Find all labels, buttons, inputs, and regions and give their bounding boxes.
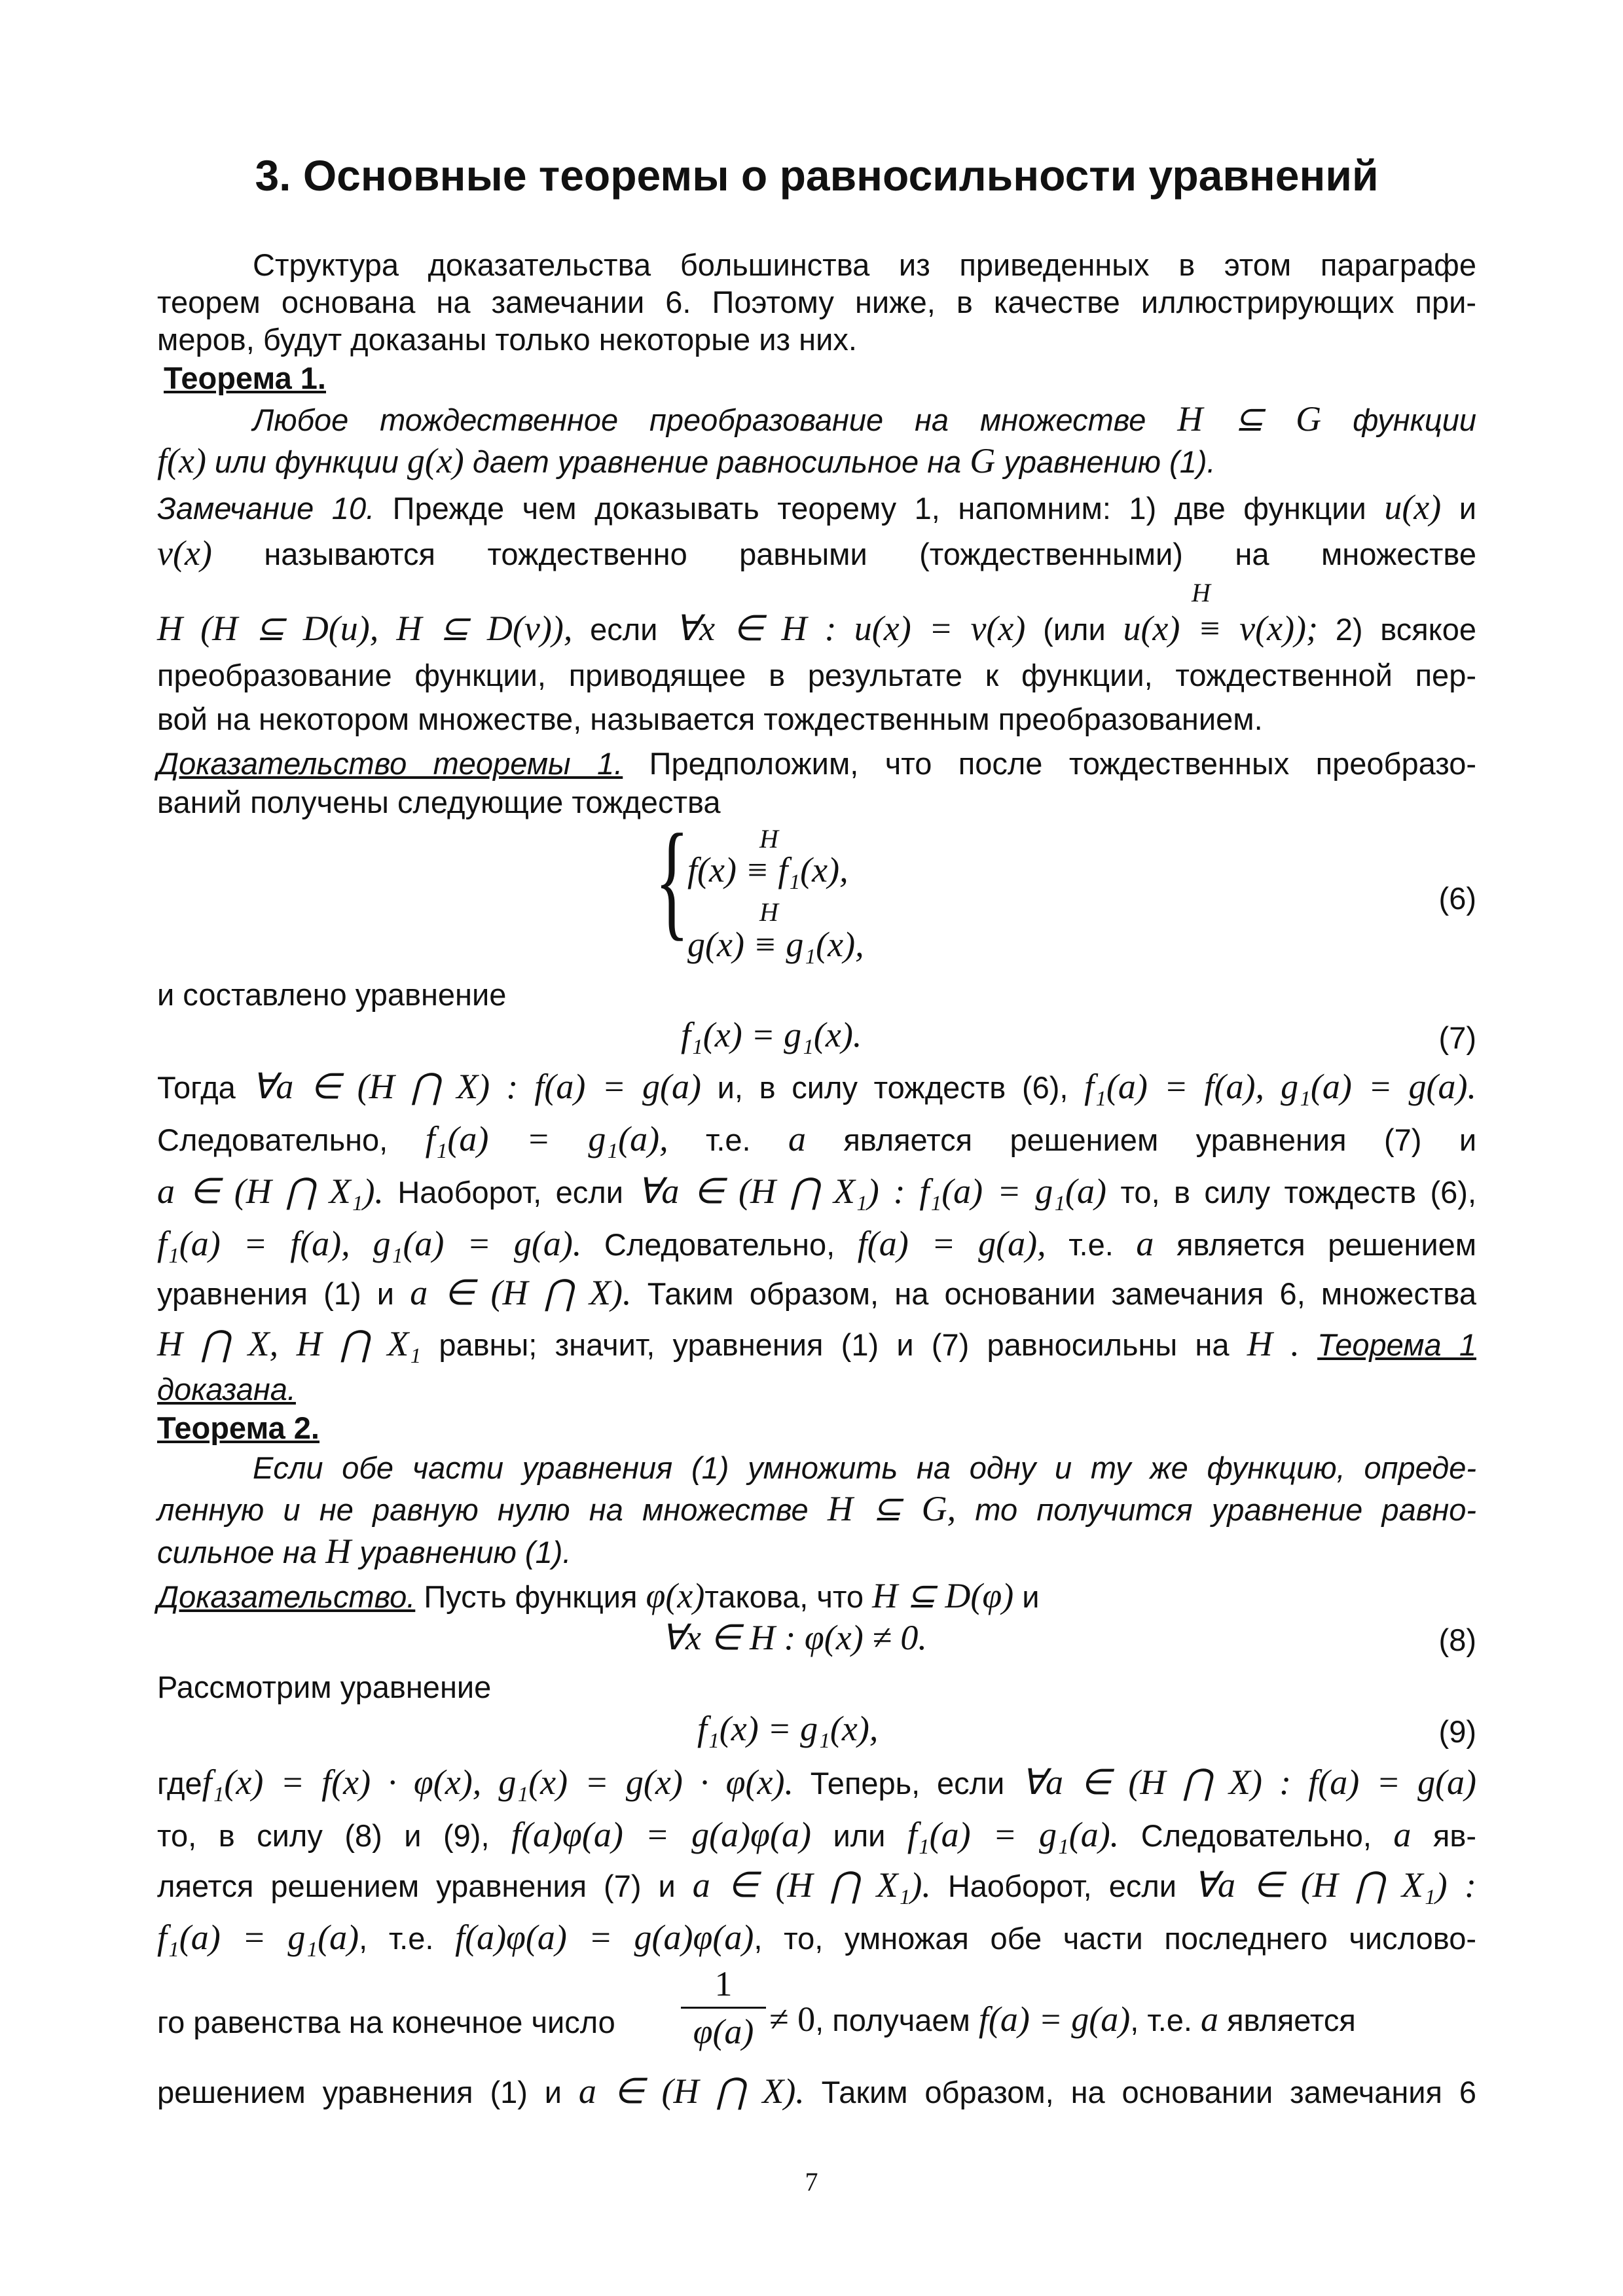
last-text: решением уравнения (1) и bbox=[157, 2075, 562, 2109]
by-math2: f₁(a) = g₁(a). bbox=[907, 1815, 1120, 1854]
theorem-1-math-g: g(x) bbox=[407, 441, 464, 480]
proof-2-math-dom: H ⊆ D(φ) bbox=[872, 1576, 1014, 1615]
cons-math: f₁(a) = g₁(a), bbox=[425, 1119, 668, 1158]
equation-number-6: (6) bbox=[1438, 881, 1476, 916]
fraction-denominator: φ(a) bbox=[693, 2012, 754, 2051]
system-over-h-2: H bbox=[759, 897, 778, 927]
remark-10-word: тождественно bbox=[487, 537, 687, 571]
intro-line-1: Структура доказательства большинства из приведенных в этом параграфе bbox=[253, 247, 1476, 282]
system-eq-2: g(x) ≡ g₁(x), bbox=[687, 925, 864, 964]
remark-10-math-forall: ∀x ∈ H : u(x) = v(x) bbox=[675, 609, 1026, 648]
theorem-2-line-3 bbox=[157, 1532, 1476, 1572]
proof-2-frac-text: го равенства на конечное число bbox=[157, 2005, 615, 2039]
remark-10-line-5: вой на некотором множестве, называется тождественным преобразованием. bbox=[157, 702, 1263, 736]
remark-10-word: равными bbox=[739, 537, 867, 571]
conv-math-a: a ∈ (H ⋂ X₁). bbox=[157, 1172, 384, 1211]
theorem-1-line-1 bbox=[253, 399, 1476, 440]
frac-math: f(a) = g(a) bbox=[978, 2000, 1131, 2039]
remark-10-if: если bbox=[590, 612, 658, 647]
cons-is: является bbox=[843, 1122, 973, 1157]
mult-ie: , т.е. bbox=[359, 1921, 434, 1956]
theorem-2-tail: то получится уравнение равно- bbox=[975, 1492, 1477, 1527]
system-over-h-1: H bbox=[759, 824, 778, 853]
cons-a: a bbox=[788, 1119, 806, 1158]
frac-get: , получаем bbox=[815, 2003, 970, 2037]
cons-eq: уравнения bbox=[1195, 1122, 1347, 1157]
equation-number-8: (8) bbox=[1438, 1623, 1476, 1657]
remark-10-word: (тождественными) bbox=[919, 537, 1183, 571]
fraction-bar bbox=[681, 2007, 766, 2009]
conv-tail: то, в силу тождеств (6), bbox=[1120, 1175, 1476, 1210]
theorem-1-text-b: функции bbox=[1353, 403, 1477, 437]
cons-ie: т.е. bbox=[706, 1122, 751, 1157]
proof-2-consider: Рассмотрим уравнение bbox=[157, 1670, 492, 1704]
proof-2-math-phi: φ(x) bbox=[646, 1576, 705, 1615]
fraction-numerator: 1 bbox=[714, 1964, 733, 2003]
by-tail: яв- bbox=[1432, 1818, 1476, 1853]
proof-1-line-f bbox=[157, 1224, 1476, 1265]
proof-1-line-cons bbox=[157, 1119, 1476, 1160]
system-eq-1: f(x) ≡ f₁(x), bbox=[687, 850, 848, 889]
mult-tail: , то, умножая обе части последнего числово- bbox=[754, 1921, 1476, 1956]
mult-math: f₁(a) = g₁(a) bbox=[157, 1918, 359, 1957]
mult-math2: f(a)φ(a) = g(a)φ(a) bbox=[455, 1918, 754, 1957]
proof-1-line-conv bbox=[157, 1172, 1476, 1212]
proof-1-line-2: ваний получены следующие тождества bbox=[157, 785, 721, 819]
proof-2-text-1: Пусть функция bbox=[424, 1579, 638, 1614]
is-conv: Наоборот, если bbox=[947, 1869, 1177, 1903]
g-text: уравнения (1) и bbox=[157, 1276, 395, 1311]
proof-2-text-2: такова, что bbox=[704, 1579, 864, 1614]
proof-1-line-then bbox=[157, 1067, 1476, 1107]
proof-1-line-1 bbox=[157, 744, 1476, 783]
proof-2-line-1 bbox=[157, 1576, 1476, 1617]
equation-number-9: (9) bbox=[1438, 1714, 1476, 1749]
theorem-1-text-d: дает уравнение равносильное на bbox=[472, 444, 962, 479]
conv-text: Наоборот, если bbox=[397, 1175, 623, 1210]
by-cons: Следовательно, bbox=[1140, 1818, 1372, 1853]
intro-line-3: меров, будут доказаны только некоторые из них. bbox=[157, 322, 857, 357]
frac-a: a bbox=[1201, 2000, 1219, 2039]
remark-10-text-1: Прежде чем доказывать теорему 1, напомним: 1) две функции bbox=[392, 491, 1366, 526]
by-math: f(a)φ(a) = g(a)φ(a) bbox=[511, 1815, 811, 1854]
f-ie: т.е. bbox=[1068, 1227, 1114, 1262]
frac-ie: , т.е. bbox=[1130, 2003, 1192, 2037]
h-end: Теорема 1 bbox=[1317, 1327, 1476, 1362]
theorem-1-math-a: H ⊆ G bbox=[1177, 399, 1322, 439]
remark-10-or: (или bbox=[1043, 612, 1106, 647]
theorem-2-line-1: Если обе части уравнения (1) умножить на одну и ту же функцию, опреде- bbox=[253, 1450, 1476, 1485]
remark-10-and: и bbox=[1459, 491, 1477, 526]
theorem-2-text-3: сильное на bbox=[157, 1535, 318, 1570]
h-math: H ⋂ X, H ⋂ X₁ bbox=[157, 1324, 422, 1363]
proof-1-line-g bbox=[157, 1273, 1476, 1314]
by-text: то, в силу (8) и (9), bbox=[157, 1818, 490, 1853]
theorem-2-tail-3: уравнению (1). bbox=[359, 1535, 572, 1570]
where-word: где bbox=[157, 1766, 202, 1801]
theorem-1-text-e: уравнению (1). bbox=[1004, 444, 1216, 479]
theorem-1-math-G: G bbox=[970, 441, 996, 480]
remark-10-math-v: v(x) bbox=[157, 533, 212, 573]
theorem-2-math-h: H bbox=[325, 1532, 352, 1571]
section-title: 3. Основные теоремы о равносильности уравнений bbox=[255, 151, 1379, 200]
proof-2-frac-rest bbox=[769, 2000, 1476, 2040]
equation-number-7: (7) bbox=[1438, 1020, 1476, 1055]
theorem-1-text-a: Любое тождественное преобразование на множестве bbox=[253, 403, 1146, 437]
then-math-a: ∀a ∈ (H ⋂ X) : f(a) = g(a) bbox=[251, 1067, 701, 1106]
f-tail: является решением bbox=[1176, 1227, 1477, 1262]
equation-9: f₁(x) = g₁(x), bbox=[697, 1709, 879, 1748]
frac-is: является bbox=[1227, 2003, 1356, 2037]
f-math2: f(a) = g(a), bbox=[857, 1224, 1046, 1263]
equation-7: f₁(x) = g₁(x). bbox=[681, 1015, 862, 1054]
remark-10-math-h: H (H ⊆ D(u), H ⊆ D(v)), bbox=[157, 609, 573, 648]
page-number: 7 bbox=[805, 2167, 818, 2197]
remark-10-line-4: преобразование функции, приводящее в результате к функции, тождественной пер- bbox=[157, 658, 1476, 692]
where-text: Теперь, если bbox=[810, 1766, 1005, 1801]
theorem-1-heading: Теорема 1. bbox=[164, 361, 326, 395]
theorem-1-math-f: f(x) bbox=[157, 441, 206, 480]
conv-math-b: ∀a ∈ (H ⋂ X₁) : f₁(a) = g₁(a) bbox=[637, 1172, 1107, 1211]
then-text: и, в силу тождеств (6), bbox=[717, 1070, 1068, 1105]
by-a: a bbox=[1393, 1815, 1412, 1854]
then-math-b: f₁(a) = f(a), g₁(a) = g(a). bbox=[1084, 1067, 1477, 1106]
proof-2-label: Доказательство. bbox=[157, 1579, 416, 1614]
where-math2: ∀a ∈ (H ⋂ X) : f(a) = g(a) bbox=[1021, 1763, 1477, 1802]
is-math: a ∈ (H ⋂ X₁). bbox=[692, 1865, 931, 1905]
remark-10-word: множестве bbox=[1321, 537, 1477, 571]
remark-10-math-ident: u(x) ≡ v(x)); bbox=[1123, 609, 1319, 648]
fraction bbox=[681, 1964, 766, 2052]
remark-10-tail: 2) всякое bbox=[1335, 612, 1477, 647]
proof-2-line-mult bbox=[157, 1918, 1476, 1958]
theorem-1-line-2 bbox=[157, 441, 1476, 482]
g-math: a ∈ (H ⋂ X). bbox=[410, 1273, 632, 1312]
proof-1-proved: доказана. bbox=[157, 1372, 296, 1407]
frac-ne: ≠ 0 bbox=[769, 2000, 816, 2039]
proof-2-and: и bbox=[1022, 1579, 1040, 1614]
h-math2: H . bbox=[1247, 1324, 1300, 1363]
f-text: Следовательно, bbox=[604, 1227, 835, 1262]
f-a: a bbox=[1136, 1224, 1154, 1263]
last-math: a ∈ (H ⋂ X). bbox=[578, 2072, 805, 2111]
remark-10-label: Замечание 10. bbox=[157, 491, 375, 526]
then-word: Тогда bbox=[157, 1070, 236, 1105]
theorem-2-text: ленную и не равную нулю на множестве bbox=[157, 1492, 809, 1527]
cons-sol: решением bbox=[1010, 1122, 1159, 1157]
theorem-2-line-2 bbox=[157, 1489, 1476, 1530]
theorem-2-math: H ⊆ G, bbox=[827, 1489, 957, 1528]
by-or: или bbox=[833, 1818, 886, 1853]
f-math: f₁(a) = f(a), g₁(a) = g(a). bbox=[157, 1224, 582, 1263]
system-brace: { bbox=[655, 808, 689, 952]
proof-2-line-is bbox=[157, 1865, 1476, 1906]
remark-10-math-u: u(x) bbox=[1384, 488, 1442, 527]
remark-10-word: называются bbox=[264, 537, 435, 571]
is-text: ляется решением уравнения (7) и bbox=[157, 1869, 676, 1903]
h-text: равны; значит, уравнения (1) и (7) равносильны на bbox=[439, 1327, 1230, 1362]
proof-2-line-by bbox=[157, 1815, 1476, 1856]
where-math: f₁(x) = f(x) · φ(x), g₁(x) = g(x) · φ(x). bbox=[202, 1763, 793, 1802]
cons-7: (7) bbox=[1384, 1122, 1422, 1157]
remark-10-line-3 bbox=[157, 609, 1476, 649]
is-math2: ∀a ∈ (H ⋂ X₁) : bbox=[1194, 1865, 1477, 1905]
proof-1-line-h bbox=[157, 1324, 1476, 1365]
equation-8: ∀x ∈ H : φ(x) ≠ 0. bbox=[661, 1618, 927, 1657]
proof-2-line-where bbox=[157, 1763, 1476, 1803]
theorem-2-heading: Теорема 2. bbox=[157, 1410, 319, 1445]
remark-10-over-h: H bbox=[1192, 578, 1211, 607]
remark-10-line-1 bbox=[157, 488, 1476, 528]
proof-1-text-1: Предположим, что после тождественных преобразо- bbox=[649, 746, 1477, 781]
proof-1-label: Доказательство теоремы 1. bbox=[157, 746, 623, 781]
theorem-1-text-c: или функции bbox=[215, 444, 399, 479]
cons-word: Следовательно, bbox=[157, 1122, 388, 1157]
cons-and: и bbox=[1459, 1122, 1477, 1157]
proof-2-line-last bbox=[157, 2072, 1476, 2112]
remark-10-line-2 bbox=[157, 533, 1476, 574]
intro-line-2: теорем основана на замечании 6. Поэтому ниже, в качестве иллюстрирующих при- bbox=[157, 285, 1476, 319]
g-tail: Таким образом, на основании замечания 6, множества bbox=[647, 1276, 1476, 1311]
remark-10-word: на bbox=[1235, 537, 1269, 571]
last-tail: Таким образом, на основании замечания 6 bbox=[821, 2075, 1476, 2109]
proof-1-compose: и составлено уравнение bbox=[157, 977, 507, 1012]
